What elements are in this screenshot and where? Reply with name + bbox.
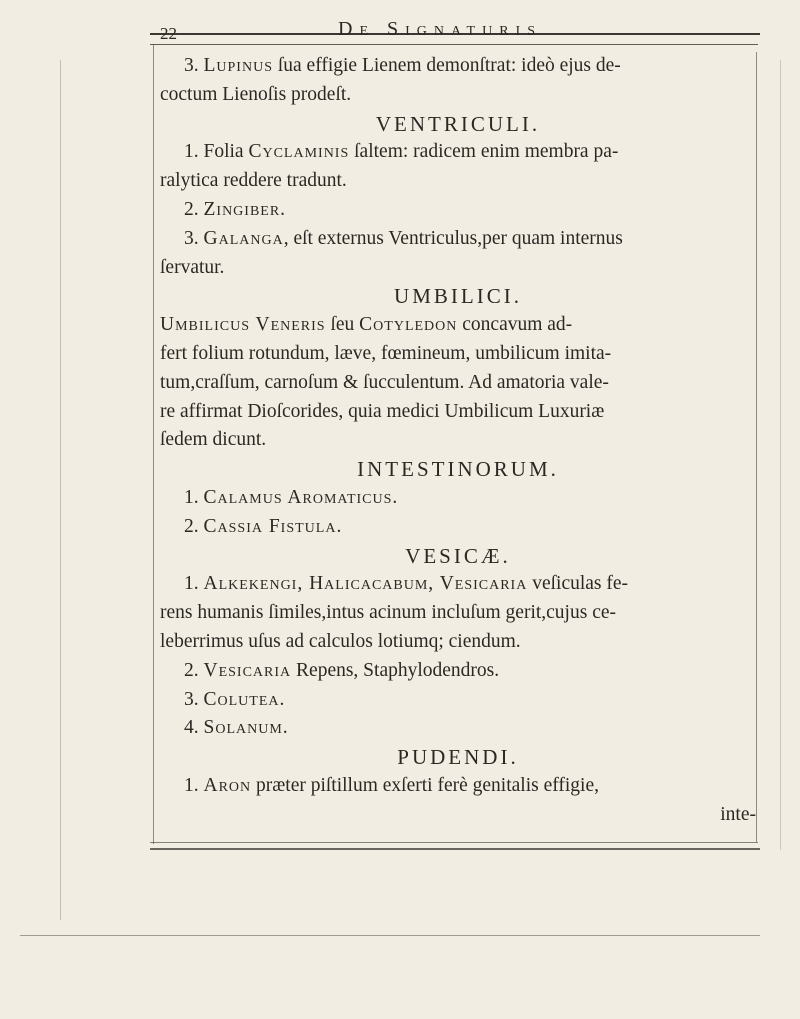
text-run: rens humanis ſimiles,intus acinum incluſum gerit,cujus ce-	[160, 602, 616, 624]
text-line	[160, 369, 756, 398]
text-line	[160, 628, 756, 657]
text-run: 1.	[184, 774, 204, 796]
small-caps-term: Cyclaminis	[248, 141, 350, 163]
small-caps-term: Alkekengi, Halicacabum, Vesicaria	[203, 573, 528, 595]
section-heading	[160, 110, 756, 139]
text-line	[160, 225, 756, 254]
small-caps-term: Cassia Fistula.	[203, 515, 343, 537]
text-line	[160, 686, 756, 715]
bottom-rule	[150, 848, 760, 850]
text-run: veſiculas fe-	[527, 573, 629, 595]
text-line	[160, 599, 756, 628]
text-line	[160, 398, 756, 427]
text-line	[160, 426, 756, 455]
small-caps-term: Zingiber.	[203, 198, 287, 220]
text-line	[160, 138, 756, 167]
header-rule	[150, 44, 758, 45]
text-run: Repens, Staphylodendros.	[291, 659, 500, 681]
section-heading	[160, 542, 756, 571]
text-line	[160, 714, 756, 743]
text-line	[160, 513, 756, 542]
text-run: fert folium rotundum, læve, fœmineum, umbilicum imita-	[160, 342, 612, 364]
text-line	[160, 340, 756, 369]
text-run: præter piſtillum exſerti ferè genitalis effigie,	[251, 774, 599, 796]
text-run: 2.	[184, 198, 204, 220]
text-line	[160, 81, 756, 110]
text-run: coctum Lienoſis prodeſt.	[160, 83, 352, 105]
text-run: 1. Folia	[184, 141, 249, 163]
right-frame-rule	[756, 52, 757, 842]
text-run: VESICÆ.	[405, 543, 511, 568]
text-run: concavum ad-	[457, 314, 573, 336]
text-run: 3.	[184, 688, 204, 710]
small-caps-term: Umbilicus Veneris	[160, 314, 326, 336]
text-run: PUDENDI.	[397, 745, 519, 770]
page-edge-line	[20, 935, 760, 936]
text-run: re affirmat Dioſcorides, quia medici Umbilicum Luxuriæ	[160, 400, 605, 422]
small-caps-term: Vesicaria	[203, 659, 292, 681]
text-run: ſeu	[325, 314, 360, 336]
text-line	[160, 570, 756, 599]
small-caps-term: Solanum.	[203, 717, 289, 739]
text-run: ſua effigie Lienem demonſtrat: ideò ejus de-	[272, 55, 621, 76]
text-run: ralytica reddere tradunt.	[160, 170, 347, 192]
section-heading	[160, 743, 756, 772]
running-head	[160, 18, 758, 44]
running-title: De Signaturis	[338, 18, 543, 40]
section-heading	[160, 282, 756, 311]
text-run: 1.	[184, 486, 204, 508]
section-heading	[160, 455, 756, 484]
text-run: 3.	[184, 55, 204, 76]
text-line	[160, 254, 756, 283]
text-line	[160, 772, 756, 801]
text-block	[160, 52, 756, 830]
text-line	[160, 311, 756, 340]
outer-edge-shadow	[780, 60, 781, 850]
text-run: tum,craſſum, carnoſum & ſucculentum. Ad amatoria vale-	[160, 371, 609, 393]
text-run: 1.	[184, 573, 204, 595]
text-run: ſervatur.	[160, 256, 225, 278]
text-line	[160, 484, 756, 513]
left-frame-rule	[153, 44, 154, 844]
text-line	[160, 801, 756, 830]
small-caps-term: Cotyledon	[359, 314, 458, 336]
text-run: leberrimus uſus ad calculos lotiumq; ciendum.	[160, 630, 521, 652]
bottom-frame-rule	[150, 842, 758, 843]
text-run: , eſt externus Ventriculus,per quam internus	[283, 227, 623, 249]
text-line	[160, 196, 756, 225]
small-caps-term: Aron	[203, 774, 252, 796]
page-number: 22	[160, 24, 177, 43]
text-run: 2.	[184, 659, 204, 681]
text-run: 4.	[184, 717, 204, 739]
text-run: INTESTINORUM.	[357, 457, 559, 482]
text-run: 2.	[184, 515, 204, 537]
small-caps-term: Colutea.	[203, 688, 286, 710]
text-run: inte-	[720, 803, 756, 825]
small-caps-term: Calamus Aromaticus.	[203, 486, 399, 508]
text-run: ſedem dicunt.	[160, 429, 267, 451]
text-run: VENTRICULI.	[375, 111, 541, 136]
small-caps-term: Galanga	[203, 227, 284, 249]
text-line	[160, 657, 756, 686]
text-line	[160, 167, 756, 196]
text-run: UMBILICI.	[394, 284, 522, 309]
text-line	[160, 52, 756, 81]
binding-shadow	[60, 60, 61, 920]
text-run: 3.	[184, 227, 204, 249]
text-run: ſaltem: radicem enim membra pa-	[349, 141, 619, 163]
small-caps-term: Lupinus	[203, 55, 273, 76]
